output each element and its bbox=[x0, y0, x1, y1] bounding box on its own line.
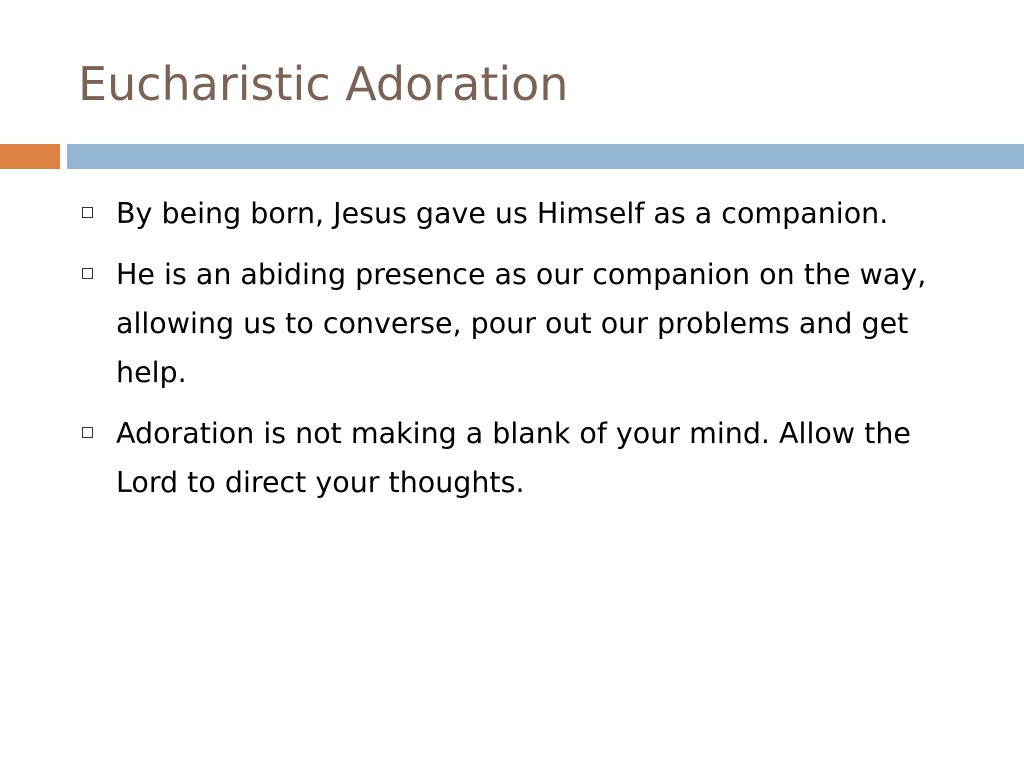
bullet-item bbox=[78, 189, 978, 238]
slide-title: Eucharistic Adoration bbox=[78, 57, 569, 111]
square-bullet-icon bbox=[82, 268, 93, 279]
bullet-text: Adoration is not making a blank of your mind. Allow the Lord to direct your thoughts. bbox=[116, 417, 911, 499]
bullet-item bbox=[78, 409, 978, 507]
square-bullet-icon bbox=[82, 427, 93, 438]
square-bullet-icon bbox=[82, 207, 93, 218]
accent-bar-blue bbox=[67, 144, 1024, 169]
bullet-item bbox=[78, 250, 978, 397]
bullet-list bbox=[78, 189, 978, 519]
accent-bar-orange bbox=[0, 144, 60, 169]
bullet-text: He is an abiding presence as our companion on the way, allowing us to converse, pour out our problems and get help. bbox=[116, 258, 927, 389]
bullet-text: By being born, Jesus gave us Himself as a companion. bbox=[116, 197, 889, 230]
